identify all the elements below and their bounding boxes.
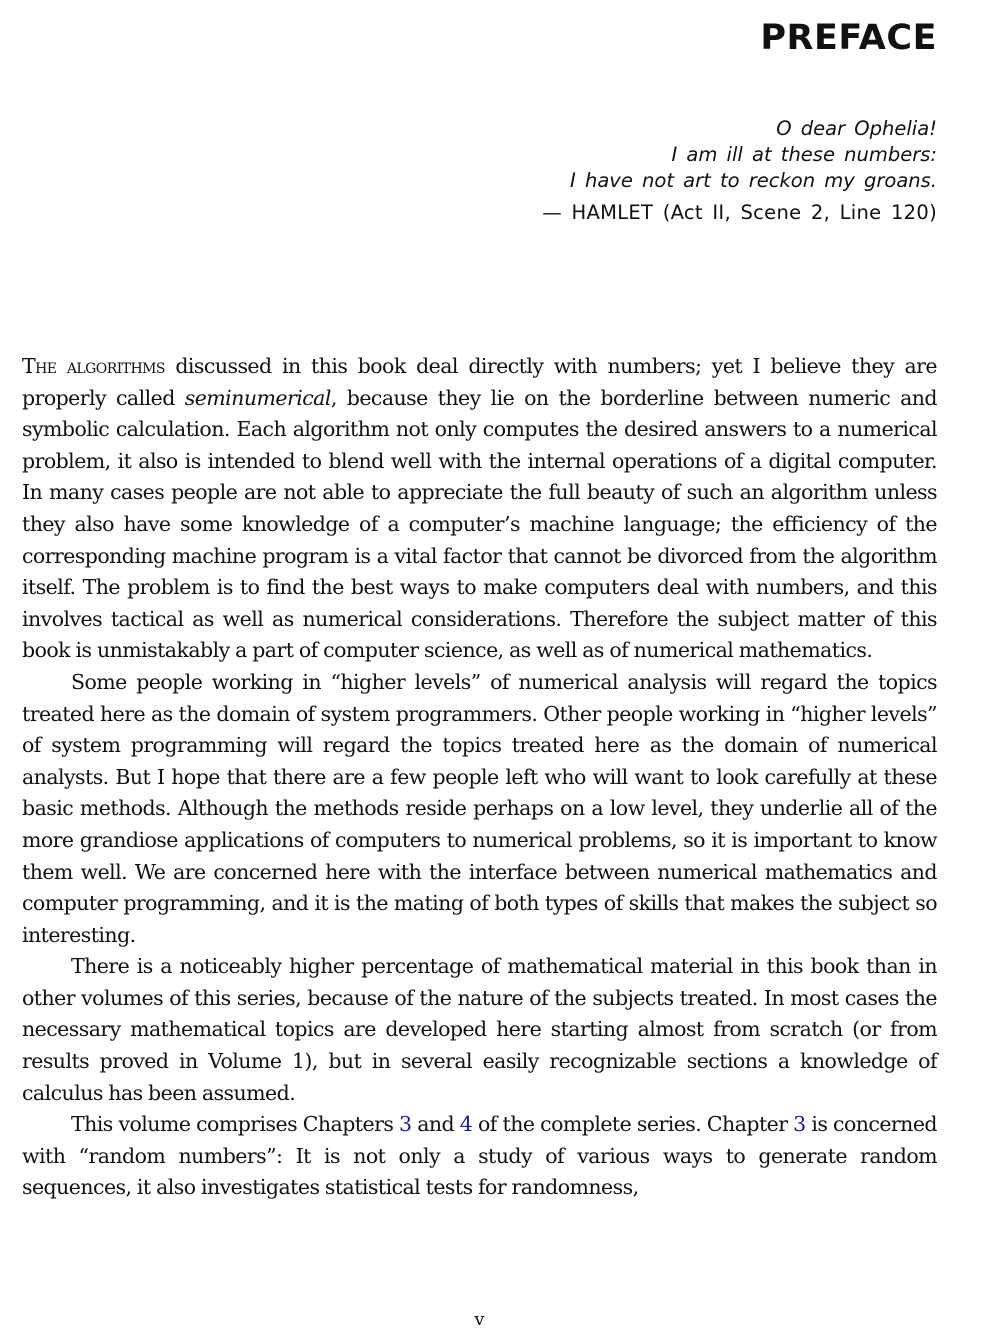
paragraph-1 [22, 351, 937, 667]
paragraph-text: and [411, 1112, 460, 1137]
epigraph-line: O dear Ophelia! [776, 117, 937, 140]
paragraph-text: is concerned with “random numbers”: It is not only a study of various ways to generate random sequences, it also investigates statistical tests for randomness, [22, 1112, 937, 1200]
paragraph-text: discussed in this book deal directly with numbers; yet I believe they are properly called [22, 354, 938, 410]
paragraph-2: Some people working in “higher levels” of numerical analysis will regard the topics treated here as the domain of system programmers. Other people working in “higher levels” of system programming will regard the topics treated here as the domain of numerical analysts. But I hope that there are a few people left who will want to look carefully at these basic methods. Although the methods reside perhaps on a low level, they underlie all of the more grandiose applications of computers to numerical problems, so it is important to know them well. We are concerned here with the interface between numerical mathematics and computer programming, and it is the mating of both types of skills that makes the subject so interesting. [22, 669, 937, 947]
epigraph-attribution: — HAMLET (Act II, Scene 2, Line 120) [542, 201, 937, 224]
chapter-link[interactable]: 3 [793, 1112, 806, 1137]
epigraph-line: I have not art to reckon my groans. [570, 169, 937, 192]
emphasized-term: seminumerical [184, 385, 331, 410]
chapter-link[interactable]: 4 [459, 1112, 473, 1137]
epigraph-line: I am ill at these numbers: [671, 143, 937, 166]
epigraph [542, 116, 937, 226]
book-page [22, 0, 937, 1338]
paragraph-text: of the complete series. Chapter [472, 1112, 794, 1137]
paragraph-3: There is a noticeably higher percentage of mathematical material in this book than in other volumes of this series, because of the nature of the subjects treated. In most cases the necessary mathematical topics are developed here starting almost from scratch (or from results proved in Volume 1), but in several easily recognizable sections a knowledge of calculus has been assumed. [22, 954, 937, 1105]
chapter-heading: PREFACE [760, 18, 937, 58]
paragraph-4 [22, 1109, 937, 1204]
lead-in-small-caps: The algorithms [22, 354, 165, 378]
paragraph-text: This volume comprises Chapters [71, 1112, 399, 1137]
chapter-link[interactable]: 3 [399, 1112, 412, 1137]
preface-body [22, 351, 937, 1204]
paragraph-text: , because they lie on the borderline between numeric and symbolic calculation. Each algorithm not only computes the desired answers to a numerical problem, it also is intended to blend well with the internal operations of a digital computer. In many cases people are not able to appreciate the full beauty of such an algorithm unless they also have some knowledge of a computer’s machine language; the efficiency of the corresponding machine program is a vital factor that cannot be divorced from the algorithm itself. The problem is to find the best ways to make computers deal with numbers, and this involves tactical as well as numerical considerations. Therefore the subject matter of this book is unmistakably a part of computer science, as well as of numerical mathematics. [22, 385, 938, 663]
page-number: v [474, 1309, 485, 1330]
